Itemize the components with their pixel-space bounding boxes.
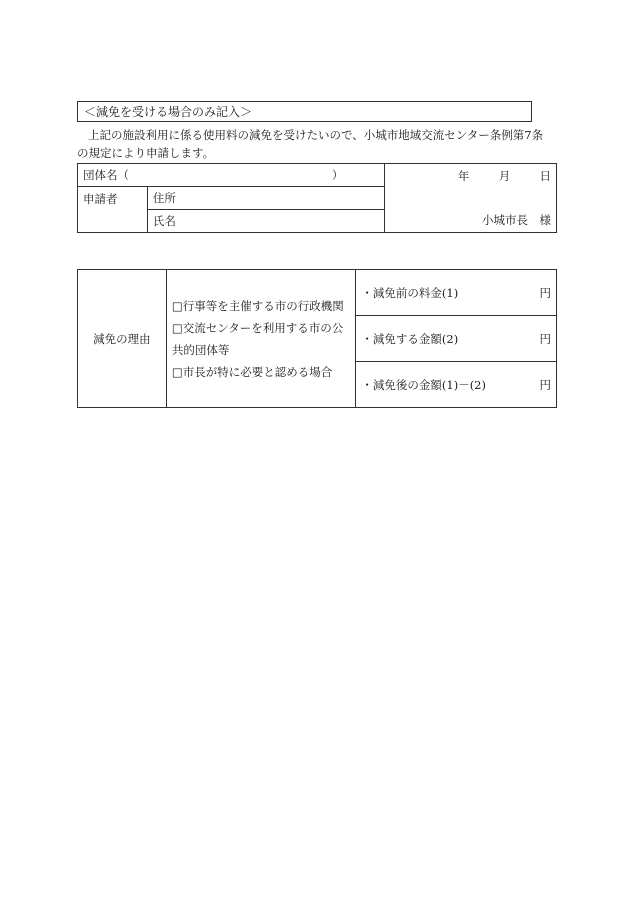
reduction-table: [77, 269, 557, 408]
amount-after-label: ・減免後の金額(1)－(2): [361, 377, 486, 392]
yen-unit: 円: [539, 377, 551, 392]
name-label: 氏名: [152, 214, 176, 228]
option-admin-agency[interactable]: □行事等を主催する市の行政機関: [171, 298, 344, 313]
amount-row-reduced[interactable]: [356, 316, 557, 362]
applicant-table: [77, 163, 557, 233]
applicant-label: 申請者: [78, 187, 148, 233]
addressee: 小城市長 様: [482, 213, 551, 227]
year-label: 年: [457, 169, 470, 183]
date-addressee-cell: [385, 164, 557, 233]
reduction-reason-options: [166, 270, 356, 408]
statement-line-2: の規定により申請します。: [77, 146, 215, 160]
month-label: 月: [498, 169, 511, 183]
amount-before-label: ・減免前の料金(1): [361, 285, 459, 300]
option-public-group[interactable]: □交流センターを利用する市の公: [171, 320, 344, 335]
amount-reduced-label: ・減免する金額(2): [361, 331, 459, 346]
date-line: [390, 164, 551, 184]
day-label: 日: [539, 169, 551, 183]
name-field[interactable]: [147, 210, 384, 233]
yen-unit: 円: [539, 285, 551, 300]
statement-line-1: 上記の施設利用に係る使用料の減免を受けたいので、小城市地域交流センター条例第7条: [88, 128, 544, 142]
group-name-label: 団体名（: [83, 168, 129, 182]
reduction-reason-label: 減免の理由: [78, 270, 167, 408]
application-statement: [77, 126, 557, 162]
amount-row-after[interactable]: [356, 362, 557, 408]
yen-unit: 円: [539, 331, 551, 346]
section-heading: ＜減免を受ける場合のみ記入＞: [77, 101, 532, 122]
option-mayor-approved[interactable]: □市長が特に必要と認める場合: [171, 364, 333, 379]
option-public-group-cont: 共的団体等: [171, 342, 230, 357]
group-name-field[interactable]: [78, 164, 385, 187]
group-name-close: ）: [331, 168, 344, 182]
address-field[interactable]: [147, 187, 384, 210]
amount-row-before[interactable]: [356, 270, 557, 316]
address-label: 住所: [152, 191, 176, 205]
